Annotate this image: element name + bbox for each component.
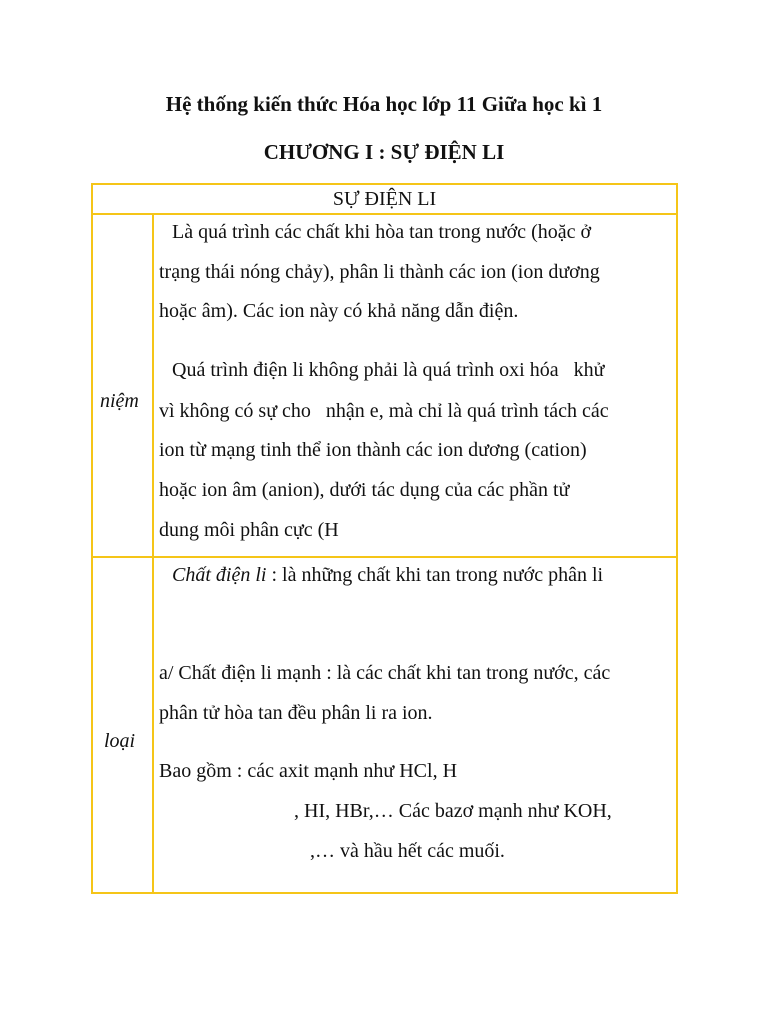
content-table [91, 183, 678, 894]
row1-label: niệm [100, 390, 139, 412]
row1-line: hoặc âm). Các ion này có khả năng dẫn điện. [159, 300, 519, 322]
document-title: Hệ thống kiến thức Hóa học lớp 11 Giữa học kì 1 [165, 92, 603, 116]
table-header-cell [91, 183, 678, 215]
chapter-title: CHƯƠNG I : SỰ ĐIỆN LI [263, 140, 505, 164]
row2-label: loại [104, 730, 136, 752]
row1-line: Là quá trình các chất khi hòa tan trong nước (hoặc ở [172, 221, 592, 243]
row2-line: a/ Chất điện li mạnh : là các chất khi tan trong nước, các [159, 662, 611, 684]
row2-line: phân tử hòa tan đều phân li ra ion. [159, 702, 433, 724]
row1-line: trạng thái nóng chảy), phân li thành các ion (ion dương [159, 261, 600, 283]
row1-line: vì không có sự cho nhận e, mà chỉ là quá trình tách các [159, 400, 609, 422]
row1-line: dung môi phân cực (H [159, 519, 339, 541]
term-definition: : là những chất khi tan trong nước phân li [266, 564, 604, 586]
table-header: SỰ ĐIỆN LI [332, 188, 437, 210]
term-chat-dien-li: Chất điện li [172, 564, 267, 586]
row2-first-line [172, 563, 603, 587]
row2-label-cell [91, 556, 154, 894]
row2-line: Bao gồm : các axit mạnh như HCl, H [159, 760, 458, 782]
row1-line: ion từ mạng tinh thể ion thành các ion dương (cation) [159, 439, 587, 461]
row1-content-cell [152, 213, 678, 558]
row1-line: hoặc ion âm (anion), dưới tác dụng của các phần tử [159, 479, 570, 501]
row2-line: , HI, HBr,… Các bazơ mạnh như KOH, [294, 800, 612, 822]
row2-content-cell [152, 556, 678, 894]
row2-line: ,… và hầu hết các muối. [310, 840, 505, 862]
row1-line: Quá trình điện li không phải là quá trình oxi hóa khử [172, 359, 605, 381]
row1-label-cell [91, 213, 154, 558]
